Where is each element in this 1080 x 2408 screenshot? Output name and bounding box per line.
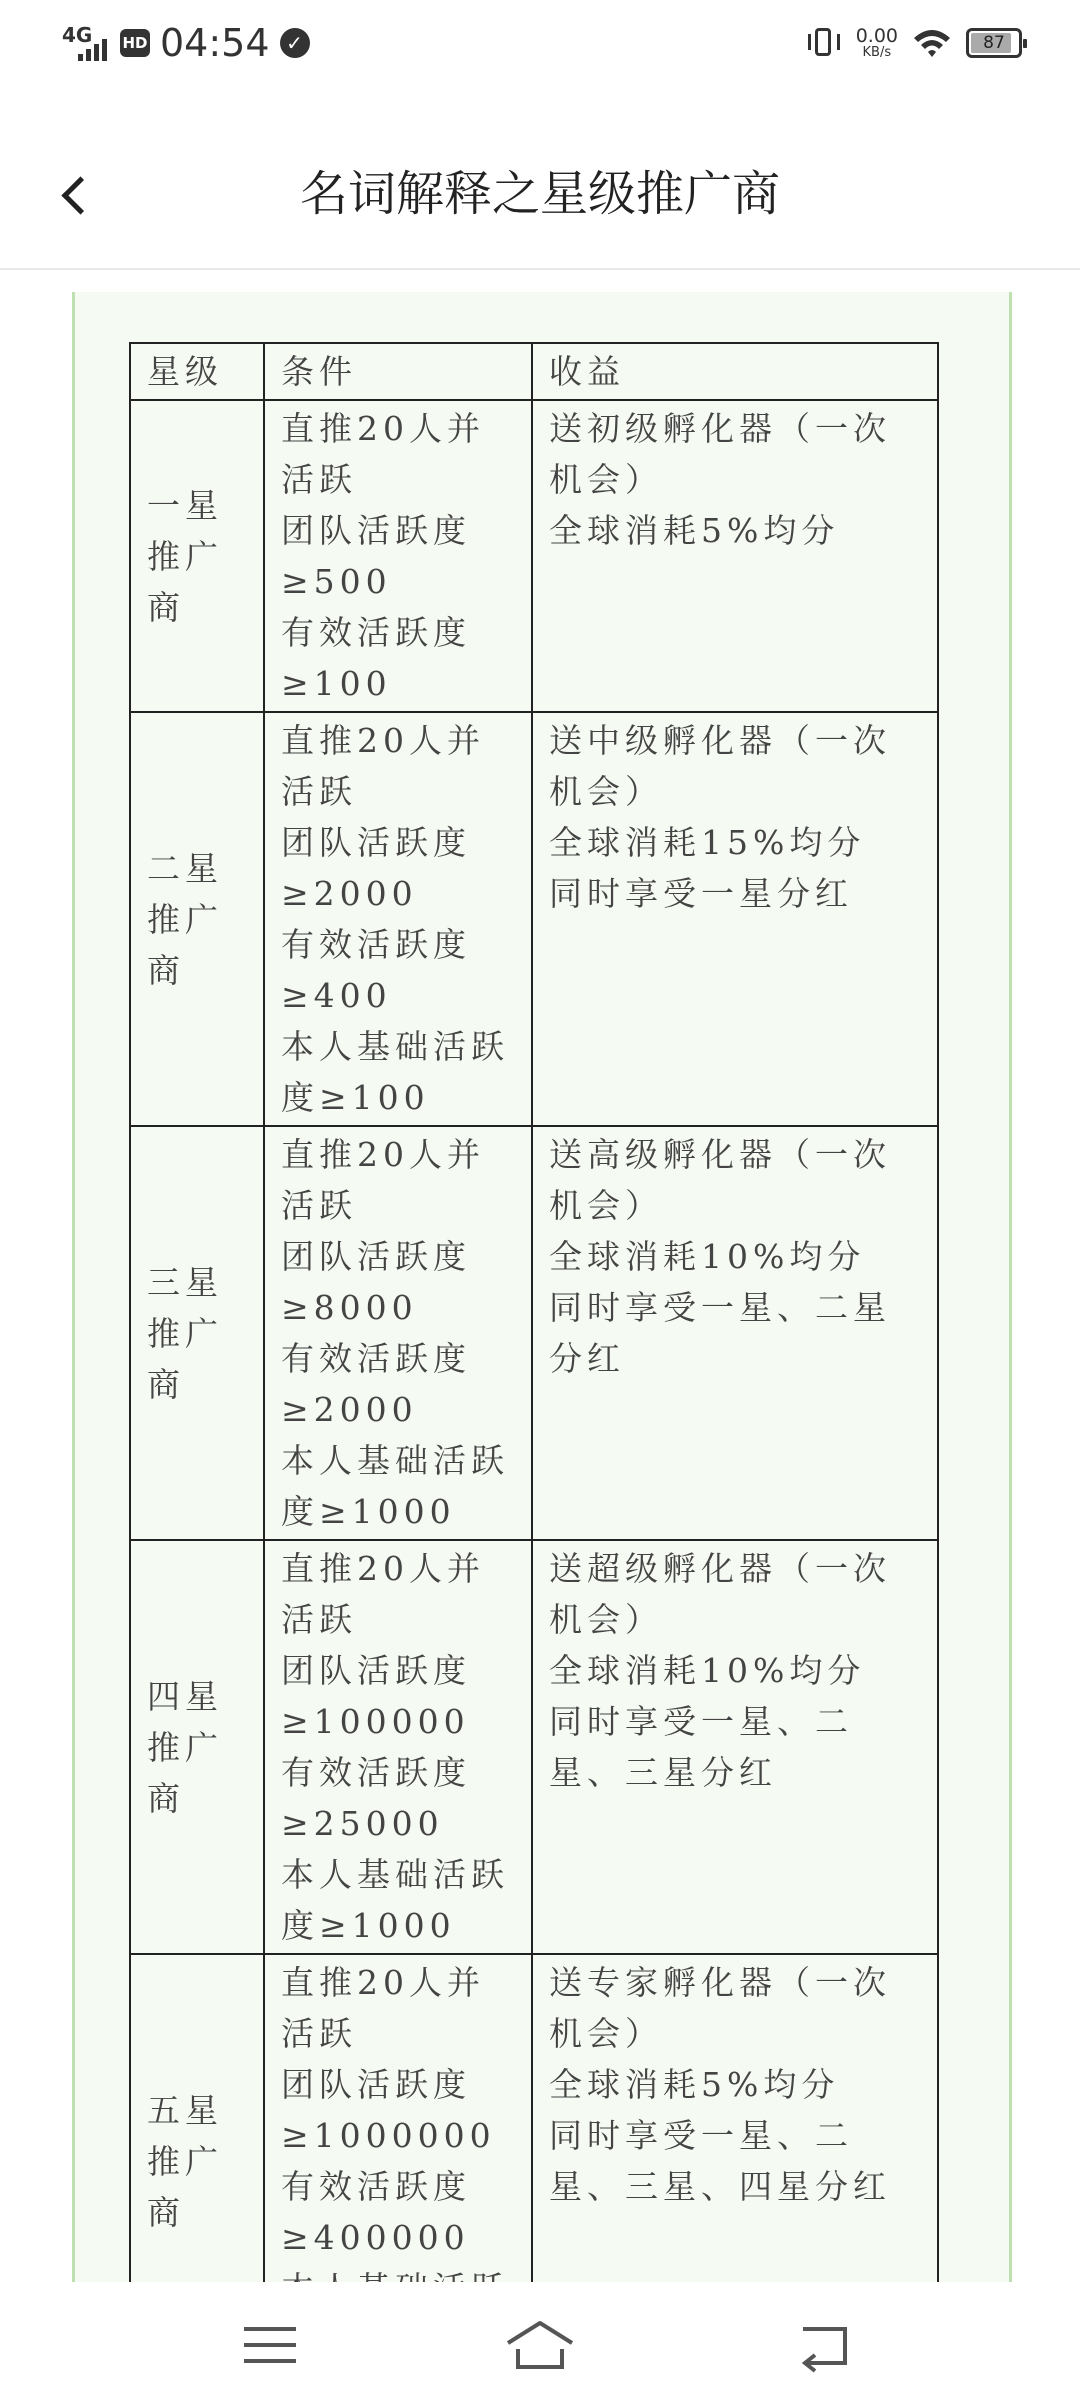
page-title: 名词解释之星级推广商 — [299, 166, 780, 222]
benefit-line: 全球消耗5%均分 — [549, 511, 840, 550]
level-label: 二星推广商 — [147, 848, 223, 990]
condition-line: 直推20人并活跃 — [281, 409, 485, 499]
benefits-cell — [532, 1126, 938, 1540]
benefit-line: 送中级孵化器（一次机会） — [549, 721, 891, 811]
system-nav-bar — [0, 2282, 1080, 2408]
condition-line: 有效活跃度≥400 — [281, 925, 471, 1015]
conditions-cell — [264, 400, 532, 712]
level-cell — [130, 1540, 264, 1954]
benefit-line: 送专家孵化器（一次机会） — [549, 1963, 891, 2053]
condition-line: 直推20人并活跃 — [281, 721, 485, 811]
table-row — [130, 400, 938, 712]
benefits-cell — [532, 712, 938, 1126]
conditions-cell — [264, 1540, 532, 1954]
condition-line: 有效活跃度≥100 — [281, 613, 471, 703]
benefit-line: 全球消耗10%均分 — [549, 1651, 866, 1690]
benefit-line: 全球消耗5%均分 — [549, 2065, 840, 2104]
network-speed — [856, 27, 898, 59]
benefit-line: 送高级孵化器（一次机会） — [549, 1135, 891, 1225]
level-cell — [130, 712, 264, 1126]
speed-value: 0.00 — [855, 25, 898, 47]
level-cell — [130, 1126, 264, 1540]
menu-icon — [242, 2323, 298, 2367]
condition-line: 有效活跃度≥400000 — [281, 2167, 471, 2257]
battery-level: 87 — [983, 33, 1005, 53]
level-label: 五星推广商 — [147, 2090, 223, 2232]
condition-line: 团队活跃度≥1000000 — [281, 2065, 496, 2155]
level-label: 四星推广商 — [147, 1676, 223, 1818]
app-header — [0, 120, 1080, 270]
benefits-cell — [532, 1540, 938, 1954]
level-label: 三星推广商 — [147, 1262, 223, 1404]
benefit-line: 送超级孵化器（一次机会） — [549, 1549, 891, 1639]
benefit-line: 同时享受一星分红 — [549, 874, 853, 913]
conditions-cell — [264, 1126, 532, 1540]
header-conditions: 条件 — [264, 343, 532, 400]
benefits-cell — [532, 400, 938, 712]
level-cell — [130, 400, 264, 712]
back-icon — [795, 2321, 855, 2369]
network-type: 4G — [62, 23, 93, 47]
condition-line: 有效活跃度≥2000 — [281, 1339, 471, 1429]
condition-line: 有效活跃度≥25000 — [281, 1753, 471, 1843]
table-row — [130, 712, 938, 1126]
condition-line: 直推20人并活跃 — [281, 1135, 485, 1225]
conditions-cell — [264, 712, 532, 1126]
status-bar — [0, 0, 1080, 86]
table-header-row — [130, 343, 938, 400]
benefit-line: 全球消耗10%均分 — [549, 1237, 866, 1276]
header-benefits: 收益 — [532, 343, 938, 400]
table-row — [130, 1126, 938, 1540]
benefit-line: 全球消耗15%均分 — [549, 823, 866, 862]
status-left — [62, 18, 310, 68]
chevron-left-icon — [61, 176, 99, 214]
condition-line: 直推20人并活跃 — [281, 1963, 485, 2053]
article-content — [72, 292, 1012, 2282]
vibrate-icon — [806, 26, 842, 60]
back-button[interactable] — [40, 160, 110, 230]
benefit-line: 送初级孵化器（一次机会） — [549, 409, 891, 499]
benefit-line: 同时享受一星、二星分红 — [549, 1288, 891, 1378]
condition-line: 团队活跃度≥500 — [281, 511, 471, 601]
condition-line: 本人基础活跃度≥100 — [281, 1027, 509, 1117]
speed-unit: KB/s — [862, 45, 892, 60]
status-right — [806, 18, 1022, 68]
home-button[interactable] — [500, 2310, 580, 2380]
check-icon: ✓ — [280, 28, 310, 58]
header-level: 星级 — [130, 343, 264, 400]
condition-line: 本人基础活跃度≥1000 — [281, 1855, 509, 1945]
condition-line: 团队活跃度≥2000 — [281, 823, 471, 913]
menu-button[interactable] — [230, 2310, 310, 2380]
hd-badge: HD — [120, 29, 150, 57]
condition-line: 本人基础活跃度≥1000 — [281, 1441, 509, 1531]
battery-icon — [966, 28, 1022, 58]
back-nav-button[interactable] — [785, 2310, 865, 2380]
benefit-line: 同时享受一星、二星、三星、四星分红 — [549, 2116, 891, 2206]
condition-line: 直推20人并活跃 — [281, 1549, 485, 1639]
benefit-line: 同时享受一星、二星、三星分红 — [549, 1702, 853, 1792]
condition-line: 团队活跃度≥8000 — [281, 1237, 471, 1327]
signal-icon — [62, 23, 110, 63]
level-label: 一星推广商 — [147, 485, 223, 627]
wifi-icon — [912, 26, 952, 60]
star-level-table — [129, 342, 939, 2369]
clock: 04:54 — [160, 21, 270, 65]
table-row — [130, 1540, 938, 1954]
condition-line: 团队活跃度≥100000 — [281, 1651, 471, 1741]
home-icon — [504, 2319, 576, 2371]
